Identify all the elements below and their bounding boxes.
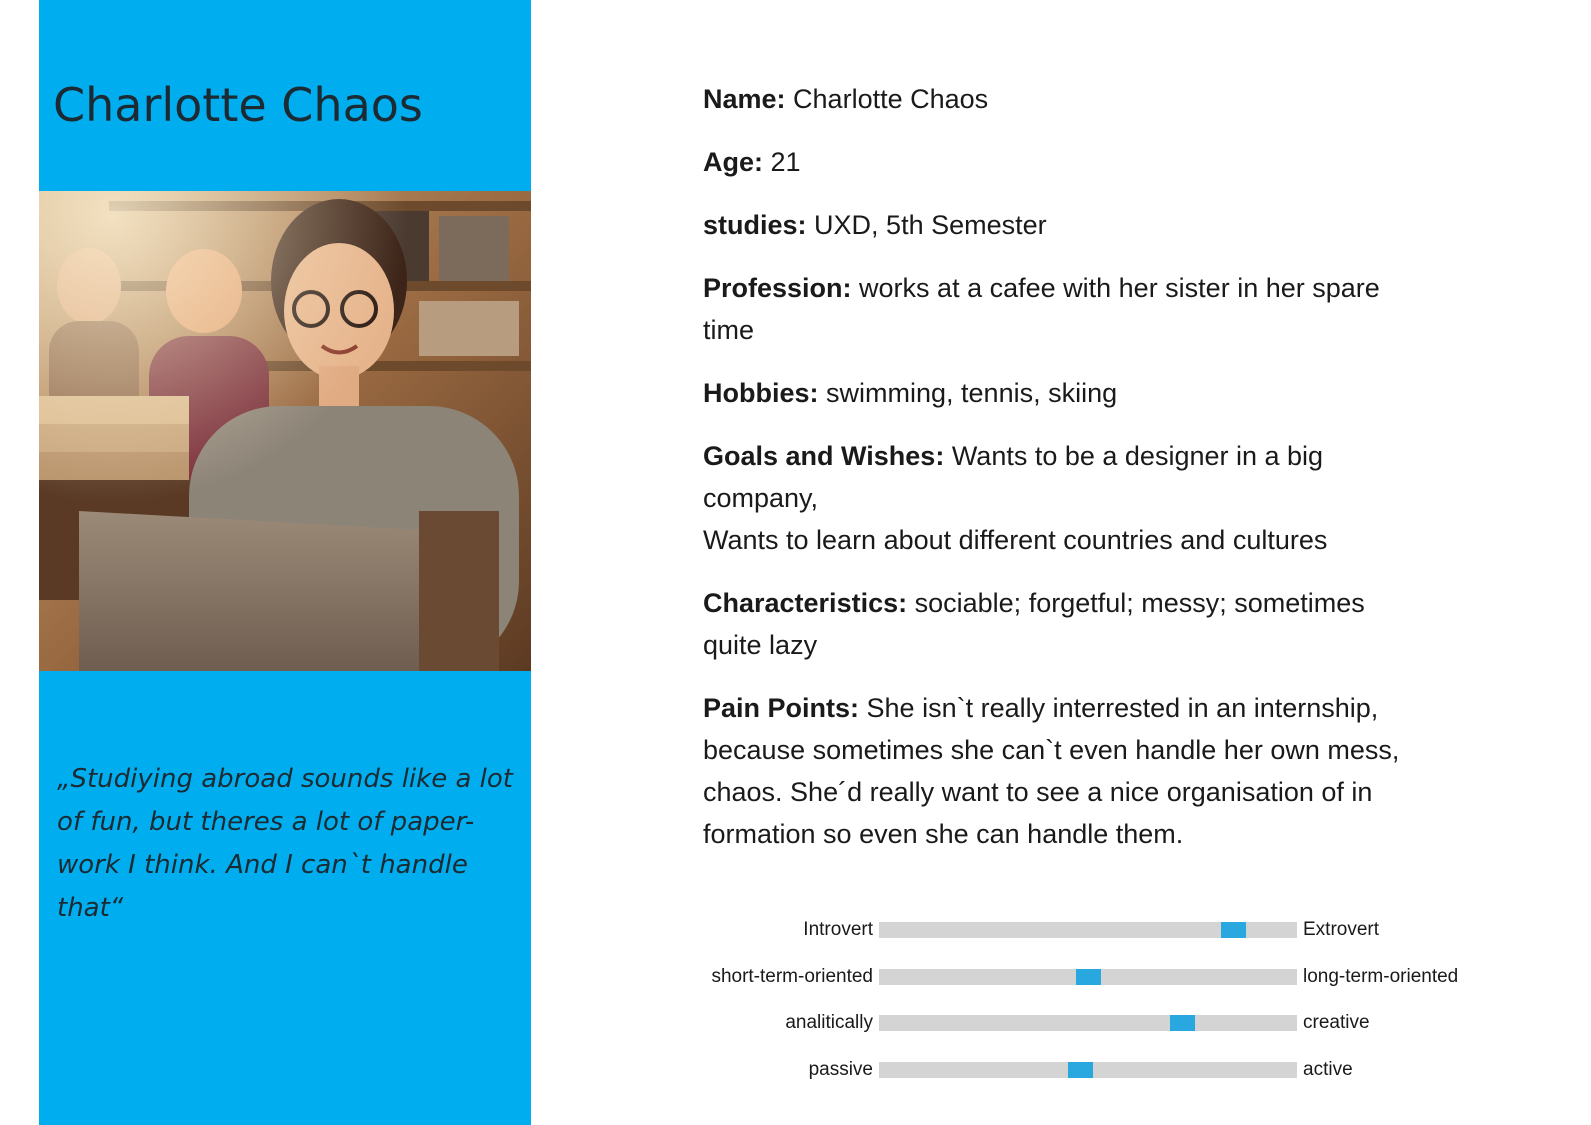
field-label: Goals and Wishes: [703, 441, 945, 471]
persona-photo [39, 191, 531, 671]
field-value: Charlotte Chaos [793, 84, 989, 114]
field-value: sociable; forgetful; messy; sometimes [914, 588, 1365, 618]
quote-line: „Studiying abroad sounds like a lot [57, 764, 513, 794]
field-value: formation so even she can handle them. [703, 819, 1184, 849]
trait-row-analytic-creative [700, 1011, 1500, 1035]
field-value: Wants to learn about different countries and cultures [703, 525, 1328, 555]
field-value: swimming, tennis, skiing [826, 378, 1118, 408]
trait-left-label: analitically [785, 1012, 873, 1033]
field-value: works at a cafee with her sister in her spare [859, 273, 1380, 303]
persona-quote [57, 758, 519, 930]
trait-right-label: Extrovert [1303, 919, 1380, 940]
trait-left-label: short-term-oriented [711, 966, 873, 987]
trait-track [879, 1062, 1297, 1078]
field-label: Characteristics: [703, 588, 908, 618]
persona-details [703, 78, 1493, 876]
trait-marker [1076, 969, 1101, 985]
field-value: because sometimes she can`t even handle her own mess, [703, 735, 1400, 765]
trait-right-label: active [1303, 1059, 1353, 1080]
trait-row-introvert-extrovert [700, 918, 1500, 942]
field-label: Age: [703, 147, 763, 177]
field-label: Pain Points: [703, 693, 860, 723]
trait-marker [1170, 1015, 1195, 1031]
field-value: Wants to be a designer in a big [951, 441, 1324, 471]
trait-track [879, 1015, 1297, 1031]
field-value: She isn`t really interrested in an internship, [866, 693, 1379, 723]
field-value: company, [703, 483, 819, 513]
trait-track [879, 922, 1297, 938]
trait-row-orientation [700, 965, 1500, 989]
field-pain-points [703, 687, 1493, 855]
trait-left-label: Introvert [803, 919, 873, 940]
trait-left-label: passive [808, 1059, 873, 1080]
trait-track [879, 969, 1297, 985]
persona-name-title: Charlotte Chaos [53, 78, 423, 132]
field-value: quite lazy [703, 630, 818, 660]
field-label: Profession: [703, 273, 852, 303]
field-value: UXD, 5th Semester [814, 210, 1047, 240]
field-studies [703, 204, 1493, 246]
trait-row-passive-active [700, 1058, 1500, 1082]
trait-right-label: creative [1303, 1012, 1370, 1033]
quote-line: of fun, but theres a lot of paper- [57, 807, 475, 837]
field-value: time [703, 315, 755, 345]
field-hobbies [703, 372, 1493, 414]
field-label: Hobbies: [703, 378, 819, 408]
trait-marker [1221, 922, 1246, 938]
field-value: chaos. She´d really want to see a nice organisation of in [703, 777, 1373, 807]
field-label: studies: [703, 210, 807, 240]
trait-right-label: long-term-oriented [1303, 966, 1459, 987]
quote-line: work I think. And I can`t handle [57, 850, 468, 880]
field-age [703, 141, 1493, 183]
field-label: Name: [703, 84, 786, 114]
field-characteristics [703, 582, 1493, 666]
persona-sidebar [39, 0, 531, 1125]
field-value: 21 [770, 147, 801, 177]
trait-marker [1068, 1062, 1093, 1078]
field-goals [703, 435, 1493, 561]
field-name [703, 78, 1493, 120]
quote-line: that“ [57, 893, 124, 923]
field-profession [703, 267, 1493, 351]
